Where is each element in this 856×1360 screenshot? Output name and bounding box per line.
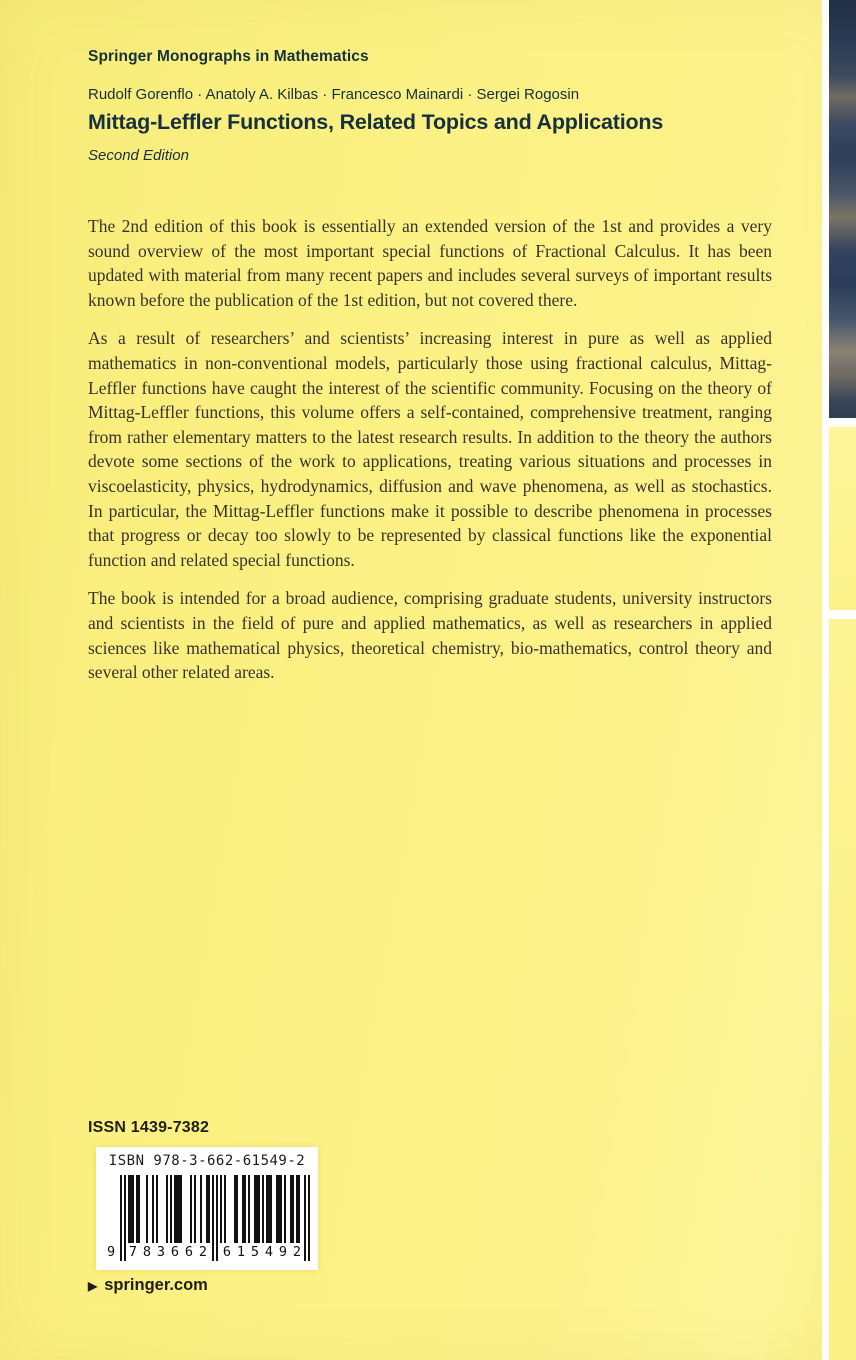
series-title: Springer Monographs in Mathematics: [88, 48, 369, 65]
edition-label: Second Edition: [88, 147, 189, 164]
back-cover-blurb: [88, 214, 772, 699]
page-block-sliver-2: [829, 619, 856, 1360]
publisher-website: [88, 1276, 208, 1295]
barcode-digit-group-1: 7 8 3 6 6 2: [126, 1243, 210, 1261]
blurb-paragraph-2: As a result of researchers’ and scientists’ increasing interest in pure as well as applied mathematics in non-conventional models, particularly those using fractional calculus, Mittag-Leffler functions have caught the interest of the scientific community. Focusing on the theory of Mittag-Leffler functions, this volume offers a self-contained, comprehensive treatment, ranging from rather elementary matters to the latest research results. In addition to the theory the authors devote some sections of the work to applications, treating various situations and processes in viscoelasticity, physics, hydrodynamics, diffusion and wave phenomena, as well as stochastics. In particular, the Mittag-Leffler functions make it possible to describe phenomena in processes that progress or decay too slowly to be represented by classical functions like the exponential function and related special functions.: [88, 328, 772, 570]
adjacent-cover-sliver: [829, 0, 856, 418]
blurb-paragraph-1: The 2nd edition of this book is essentially an extended version of the 1st and provides a very sound overview of the most important special functions of Fractional Calculus. It has been updated with material from many recent papers and includes several surveys of important results known before the publication of the 1st edition, but not covered there.: [88, 216, 772, 310]
page-edge-strip: [822, 0, 856, 1360]
isbn-number: ISBN 978-3-662-61549-2: [108, 1153, 306, 1169]
cover-content: [88, 0, 772, 1360]
blurb-paragraph-3: The book is intended for a broad audience, comprising graduate students, university instructors and scientists in the field of pure and applied mathematics, as well as researchers in applied sciences like mathematical physics, theoretical chemistry, bio-mathematics, control theory and several other related areas.: [88, 588, 772, 683]
page-block-sliver-1: [829, 427, 856, 610]
book-title: Mittag-Leffler Functions, Related Topics and Applications: [88, 110, 664, 134]
issn-label: ISSN 1439-7382: [88, 1119, 210, 1136]
isbn-barcode-box: [96, 1147, 318, 1270]
barcode-digit-lead: 9: [107, 1244, 116, 1260]
authors-line: Rudolf Gorenflo · Anatoly A. Kilbas · Francesco Mainardi · Sergei Rogosin: [88, 86, 580, 103]
arrow-icon: ▶: [88, 1278, 98, 1293]
website-text: springer.com: [104, 1276, 208, 1294]
barcode-digits: [107, 1243, 310, 1261]
barcode-digit-group-2: 6 1 5 4 9 2: [220, 1243, 304, 1261]
